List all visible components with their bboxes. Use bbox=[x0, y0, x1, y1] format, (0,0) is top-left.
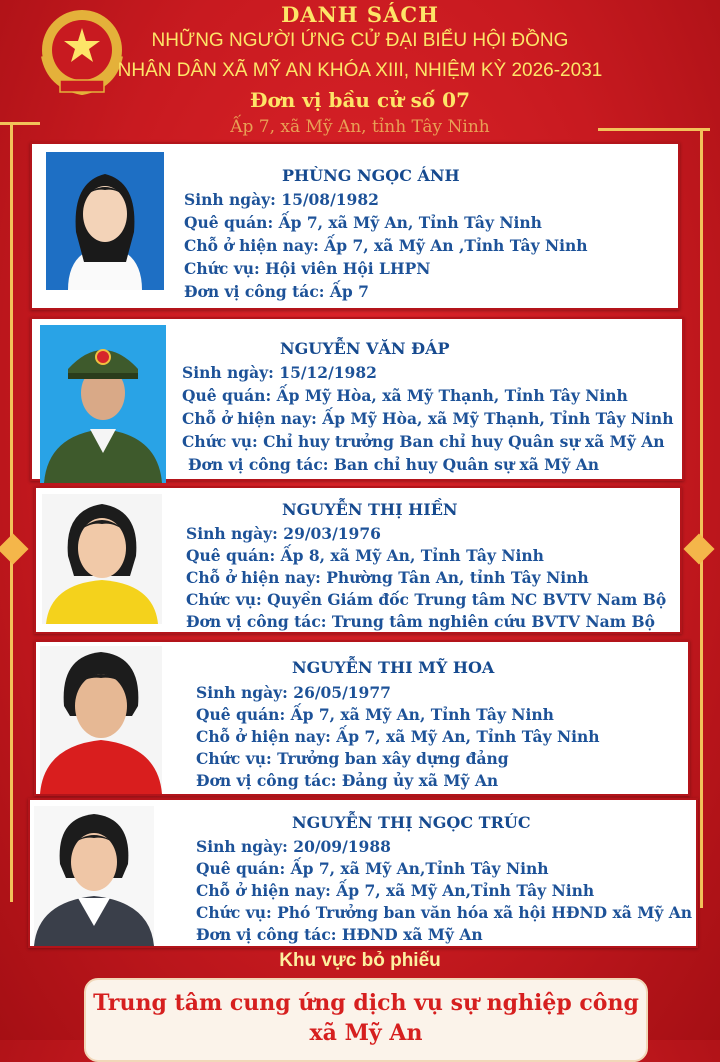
candidate-photo bbox=[40, 646, 162, 794]
candidate-residence: Chỗ ở hiện nay: Phường Tân An, tỉnh Tây Ninh bbox=[186, 568, 589, 587]
candidate-workplace: Đơn vị công tác: Ban chỉ huy Quân sự xã Mỹ An bbox=[188, 455, 600, 474]
candidate-name: NGUYỄN THI MỸ HOA bbox=[292, 658, 495, 677]
candidate-name: NGUYỄN THỊ HIỀN bbox=[282, 500, 458, 519]
portrait-icon bbox=[40, 646, 162, 794]
title-line-4: Đơn vị bầu cử số 07 bbox=[249, 88, 471, 112]
voting-location-box bbox=[84, 978, 648, 1062]
candidate-position: Chức vụ: Chỉ huy trưởng Ban chỉ huy Quân sự xã Mỹ An bbox=[182, 432, 665, 451]
candidate-workplace: Đơn vị công tác: Ấp 7 bbox=[184, 282, 369, 301]
candidate-hometown: Quê quán: Ấp 7, xã Mỹ An, Tỉnh Tây Ninh bbox=[184, 213, 542, 232]
candidate-dob: Sinh ngày: 20/09/1988 bbox=[196, 837, 391, 856]
portrait-icon bbox=[46, 152, 164, 290]
candidate-name: NGUYỄN THỊ NGỌC TRÚC bbox=[292, 813, 531, 832]
candidate-photo bbox=[46, 152, 164, 290]
candidate-hometown: Quê quán: Ấp 8, xã Mỹ An, Tỉnh Tây Ninh bbox=[186, 546, 544, 565]
candidate-position: Chức vụ: Trưởng ban xây dựng đảng bbox=[196, 749, 509, 768]
gold-frame-left bbox=[10, 122, 13, 902]
candidate-name: NGUYỄN VĂN ĐÁP bbox=[280, 339, 450, 358]
candidate-dob: Sinh ngày: 15/12/1982 bbox=[182, 363, 377, 382]
candidate-hometown: Quê quán: Ấp Mỹ Hòa, xã Mỹ Thạnh, Tỉnh Tây Ninh bbox=[182, 386, 628, 405]
title-line-3: NHÂN DÂN XÃ MỸ AN KHÓA XIII, NHIỆM KỲ 2026-2031 bbox=[117, 60, 603, 81]
title-line-2: NHỮNG NGƯỜI ỨNG CỬ ĐẠI BIỂU HỘI ĐỒNG bbox=[151, 30, 569, 51]
voting-area-label: Khu vực bỏ phiếu bbox=[279, 950, 441, 971]
portrait-icon bbox=[34, 806, 154, 946]
candidate-name: PHÙNG NGỌC ÁNH bbox=[282, 166, 460, 185]
candidate-photo bbox=[34, 806, 154, 946]
portrait-icon bbox=[42, 494, 162, 624]
candidate-position: Chức vụ: Phó Trưởng ban văn hóa xã hội HĐND xã Mỹ An bbox=[196, 903, 693, 922]
candidate-photo bbox=[40, 325, 166, 483]
candidate-hometown: Quê quán: Ấp 7, xã Mỹ An,Tỉnh Tây Ninh bbox=[196, 859, 549, 878]
header bbox=[0, 0, 720, 140]
candidate-dob: Sinh ngày: 15/08/1982 bbox=[184, 190, 379, 209]
candidate-residence: Chỗ ở hiện nay: Ấp 7, xã Mỹ An, Tỉnh Tây Ninh bbox=[196, 727, 600, 746]
candidate-card-3 bbox=[34, 486, 682, 634]
candidate-residence: Chỗ ở hiện nay: Ấp Mỹ Hòa, xã Mỹ Thạnh, Tỉnh Tây Ninh bbox=[182, 409, 674, 428]
title-line-5: Ấp 7, xã Mỹ An, tỉnh Tây Ninh bbox=[230, 117, 490, 137]
candidate-card-4 bbox=[34, 640, 690, 796]
title-line-1: DANH SÁCH bbox=[281, 2, 439, 27]
candidate-card-1 bbox=[30, 142, 680, 310]
portrait-icon bbox=[40, 325, 166, 483]
candidate-dob: Sinh ngày: 29/03/1976 bbox=[186, 524, 381, 543]
candidate-card-2 bbox=[30, 317, 684, 481]
candidate-workplace: Đơn vị công tác: Đảng ủy xã Mỹ An bbox=[196, 771, 499, 790]
voting-location-line-1: Trung tâm cung ứng dịch vụ sự nghiệp công bbox=[93, 990, 639, 1016]
voting-location-text bbox=[86, 988, 646, 1048]
gold-frame-right bbox=[700, 128, 703, 908]
gold-diamond-left bbox=[0, 533, 29, 564]
candidate-photo bbox=[42, 494, 162, 624]
candidate-workplace: Đơn vị công tác: Trung tâm nghiên cứu BVTV Nam Bộ bbox=[186, 612, 655, 631]
candidate-card-5 bbox=[28, 798, 698, 948]
voting-location-line-2: xã Mỹ An bbox=[309, 1020, 423, 1046]
candidate-position: Chức vụ: Quyền Giám đốc Trung tâm NC BVTV Nam Bộ bbox=[186, 590, 667, 609]
candidate-residence: Chỗ ở hiện nay: Ấp 7, xã Mỹ An,Tỉnh Tây Ninh bbox=[196, 881, 595, 900]
candidate-workplace: Đơn vị công tác: HĐND xã Mỹ An bbox=[196, 925, 483, 944]
candidate-dob: Sinh ngày: 26/05/1977 bbox=[196, 683, 391, 702]
gold-diamond-right bbox=[683, 533, 714, 564]
candidate-position: Chức vụ: Hội viên Hội LHPN bbox=[184, 259, 431, 278]
candidate-hometown: Quê quán: Ấp 7, xã Mỹ An, Tỉnh Tây Ninh bbox=[196, 705, 554, 724]
candidate-residence: Chỗ ở hiện nay: Ấp 7, xã Mỹ An ,Tỉnh Tây Ninh bbox=[184, 236, 588, 255]
